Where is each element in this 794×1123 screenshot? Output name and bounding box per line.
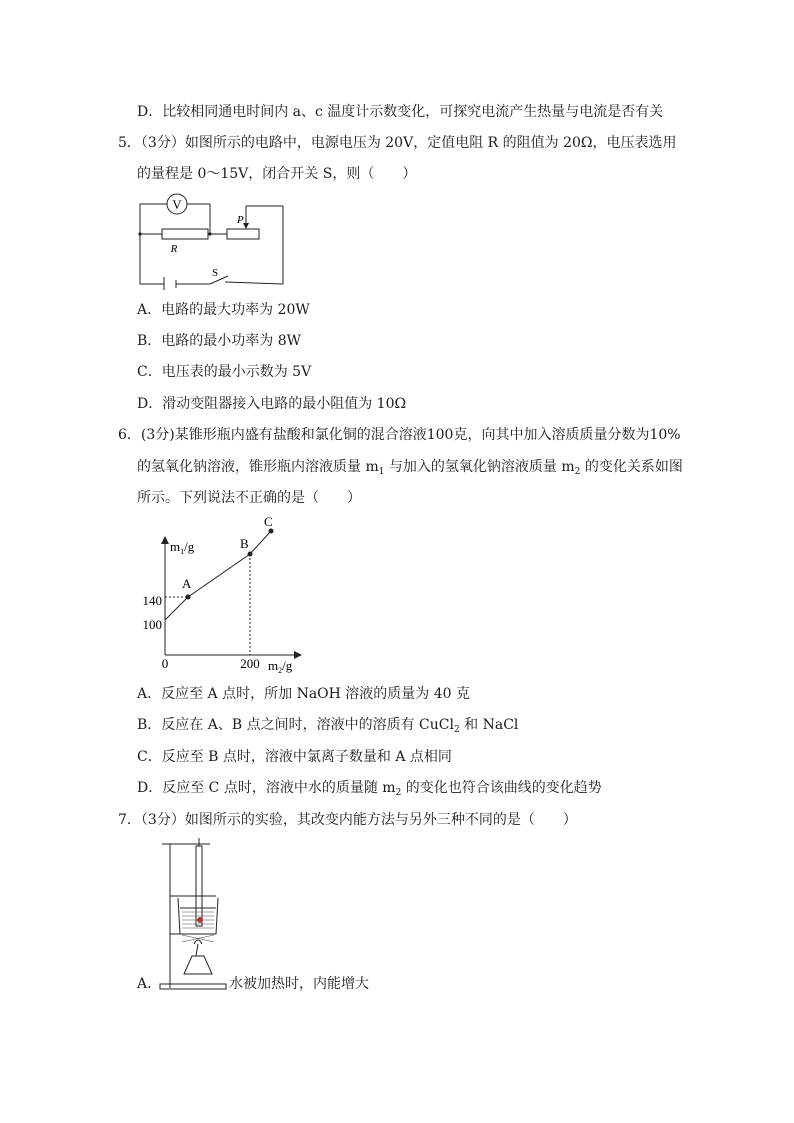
switch-label: S <box>212 267 219 279</box>
y-tick-140: 140 <box>142 593 162 608</box>
q6-stem-line2: 的氢氧化钠溶液，锥形瓶内溶液质量 $m_1$ 与加入的氢氧化钠溶液质量 $m_2$ 的变化关系如图 <box>137 459 683 477</box>
q6-stem-line3: 所示。下列说法不正确的是（ ） <box>137 490 361 506</box>
q5-option-c: C．电压表的最小示数为 5V <box>137 364 312 380</box>
circuit-diagram <box>130 190 295 290</box>
q6-stem-line1: 6．(3分)某锥形瓶内盛有盐酸和氯化铜的混合溶液100克，向其中加入溶质质量分数为10% <box>118 427 681 443</box>
q5-option-a: A．电路的最大功率为 20W <box>137 302 310 318</box>
junction-node <box>138 232 141 235</box>
slider-label: P <box>237 214 244 226</box>
q5-stem-line1: 5．（3分）如图所示的电路中，电源电压为 20V，定值电阻 R 的阻值为 20Ω，电压表选用 <box>118 135 677 151</box>
q5-stem-line2: 的量程是 0～15V，闭合开关 S，则（ ） <box>137 166 417 182</box>
mass-graph <box>130 512 320 676</box>
voltmeter-label: V <box>172 197 182 212</box>
y-axis-arrow-icon <box>161 536 169 544</box>
x-axis-arrow-icon <box>294 651 302 659</box>
y-tick-100: 100 <box>142 617 162 632</box>
y-axis-label: $m_1/g$ <box>170 539 195 556</box>
q6-option-b: B．反应在 A、B 点之间时，溶液中的溶质有 CuCl$_2$ 和 NaCl <box>137 717 519 735</box>
q5-option-d: D．滑动变阻器接入电路的最小阻值为 10Ω <box>137 396 407 412</box>
junction-node <box>208 232 211 235</box>
q7-option-a-caption: 水被加热时，内能增大 <box>229 976 369 992</box>
point-a-marker <box>186 595 191 600</box>
q4-option-d: D．比较相同通电时间内 a、c 温度计示数变化，可探究电流产生热量与电流是否有关 <box>137 104 664 120</box>
point-c-label: C <box>264 514 273 529</box>
q6-option-c: C．反应至 B 点时，溶液中氯离子数量和 A 点相同 <box>137 749 452 765</box>
q7-option-a-label: A． <box>137 976 162 992</box>
origin-label: 0 <box>161 656 169 671</box>
heating-apparatus-illustration <box>158 838 230 990</box>
point-b-label: B <box>240 536 249 551</box>
q7-stem: 7．（3分）如图所示的实验，其改变内能方法与另外三种不同的是（ ） <box>118 812 577 828</box>
point-a-label: A <box>182 576 192 591</box>
mass-curve <box>165 531 271 620</box>
x-axis-label: $m_2/g$ <box>268 658 293 675</box>
point-b-marker <box>248 552 253 557</box>
resistor-label: R <box>170 243 178 255</box>
q5-option-b: B．电路的最小功率为 8W <box>137 333 302 349</box>
q6-option-a: A．反应至 A 点时，所加 NaOH 溶液的质量为 40 克 <box>137 686 471 702</box>
q6-option-d: D．反应至 C 点时，溶液中水的质量随 $m_2$ 的变化也符合该曲线的变化趋势 <box>137 780 602 798</box>
x-tick-200: 200 <box>240 656 260 671</box>
slider-arrow-icon <box>243 223 249 229</box>
point-c-marker <box>269 529 274 534</box>
